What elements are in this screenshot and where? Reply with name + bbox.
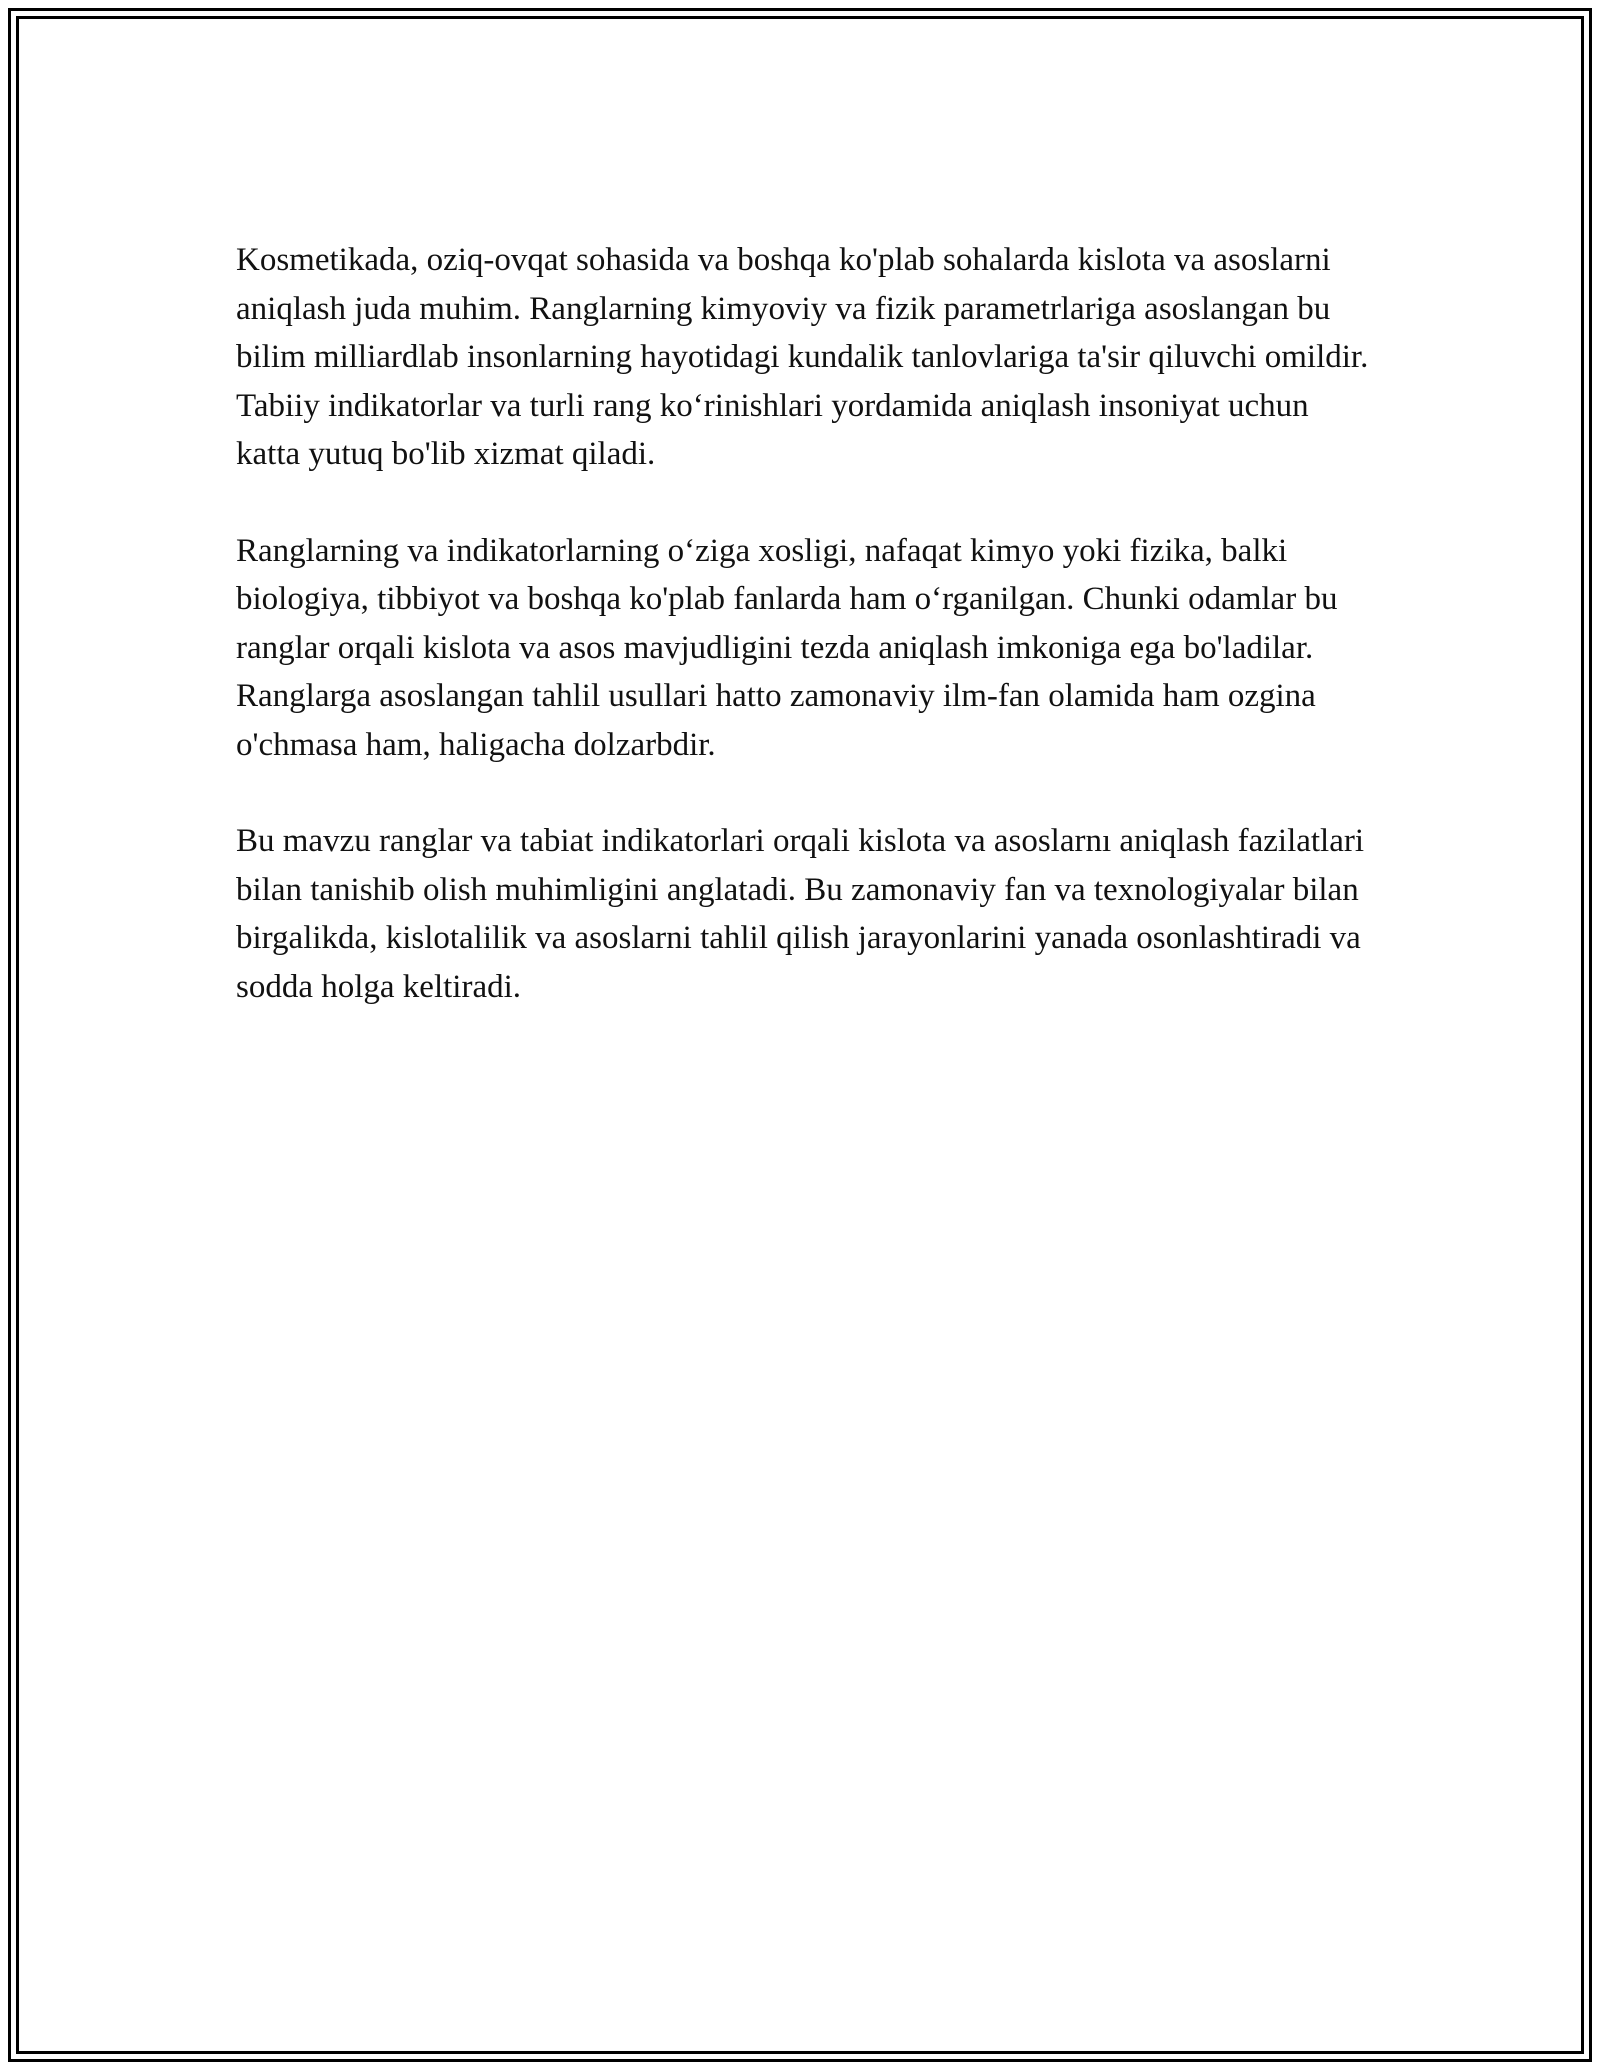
document-body	[236, 236, 1376, 1059]
paragraph-2: Ranglarning va indikatorlarning o‘ziga xosligi, nafaqat kimyo yoki fizika, balki biologiya, tibbiyot va boshqa ko'plab fanlarda ham o‘rganilgan. Chunki odamlar bu ranglar orqali kislota va asos mavjudligini tezda aniqlash imkoniga ega bo'ladilar. Ranglarga asoslangan tahlil usullari hatto zamonaviy ilm-fan olamida ham ozgina o'chmasa ham, haligacha dolzarbdir.	[236, 532, 1338, 763]
paragraph-3: Bu mavzu ranglar va tabiat indikatorlari orqali kislota va asoslarnı aniqlash fazilatlari bilan tanishib olish muhimligini anglatadi. Bu zamonaviy fan va texnologiyalar bilan birgalikda, kislotalilik va asoslarni tahlil qilish jarayonlarini yanada osonlashtiradi va sodda holga keltiradi.	[236, 823, 1365, 1005]
paragraph-1: Kosmetikada, oziq-ovqat sohasida va boshqa ko'plab sohalarda kislota va asoslarni aniqlash juda muhim. Ranglarning kimyoviy va fizik parametrlariga asoslangan bu bilim milliardlab insonlarning hayotidagi kundalik tanlovlariga ta'sir qiluvchi omildir. Tabiiy indikatorlar va turli rang ko‘rinishlari yordamida aniqlash insoniyat uchun katta yutuq bo'lib xizmat qiladi.	[236, 242, 1369, 472]
